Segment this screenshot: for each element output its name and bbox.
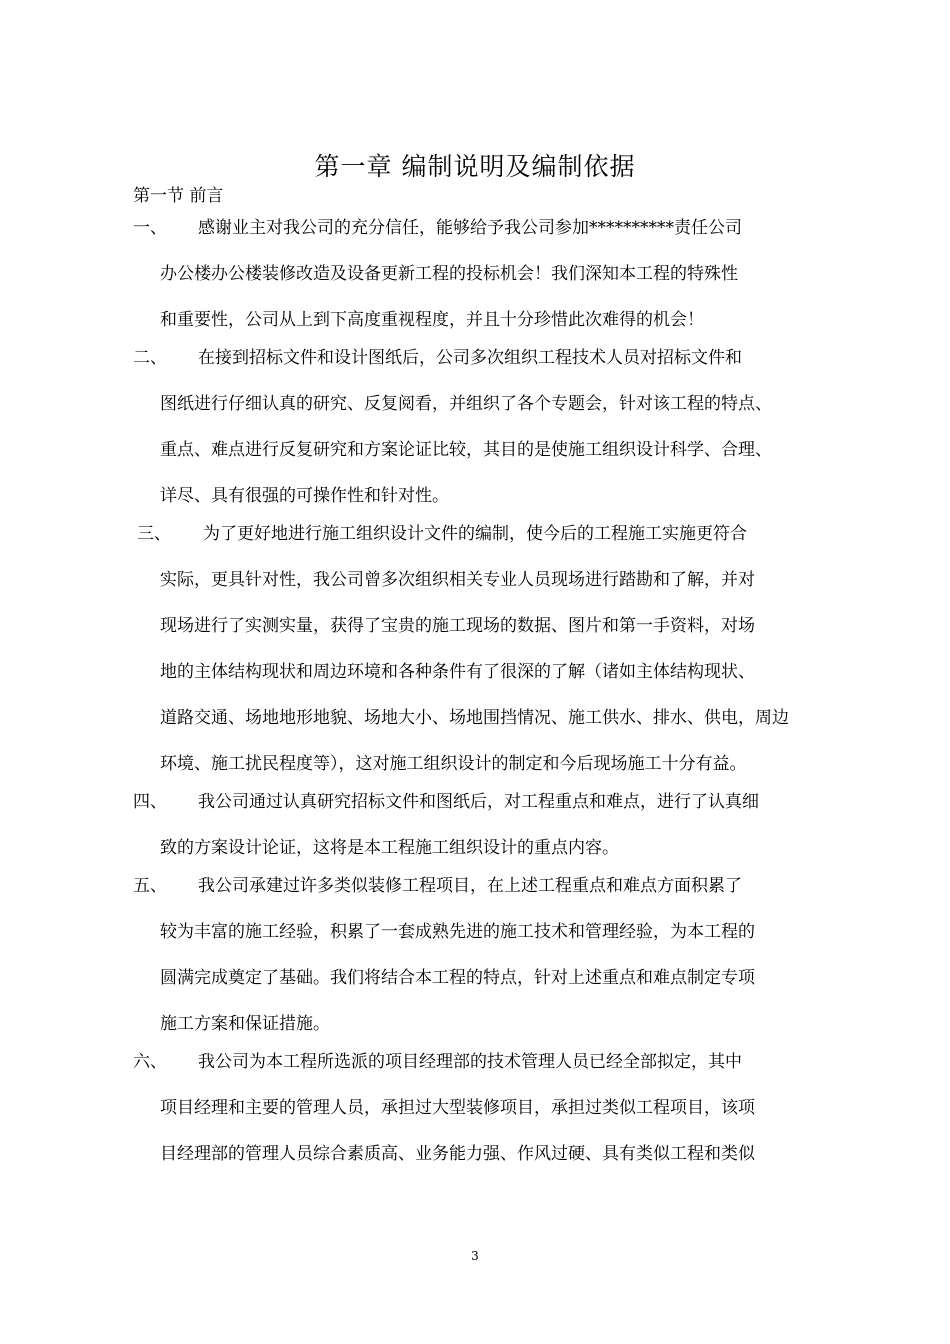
paragraph-marker: 一、 — [133, 218, 167, 238]
paragraph-marker: 二、 — [133, 348, 167, 368]
paragraph-line: 实际，更具针对性，我公司曾多次组织相关专业人员现场进行踏勘和了解，并对 — [160, 570, 755, 590]
paragraph-line: 图纸进行仔细认真的研究、反复阅看，并组织了各个专题会，针对该工程的特点、 — [160, 394, 772, 414]
paragraph-line: 我公司为本工程所选派的项目经理部的技术管理人员已经全部拟定，其中 — [198, 1052, 742, 1072]
paragraph-line: 项目经理和主要的管理人员，承担过大型装修项目，承担过类似工程项目，该项 — [160, 1098, 755, 1118]
paragraph-line: 圆满完成奠定了基础。我们将结合本工程的特点，针对上述重点和难点制定专项 — [160, 968, 755, 988]
paragraph-line: 在接到招标文件和设计图纸后，公司多次组织工程技术人员对招标文件和 — [198, 348, 742, 368]
paragraph-line: 较为丰富的施工经验，积累了一套成熟先进的施工技术和管理经验，为本工程的 — [160, 922, 755, 942]
paragraph-line: 和重要性，公司从上到下高度重视程度，并且十分珍惜此次难得的机会！ — [160, 310, 704, 330]
paragraph-line: 为了更好地进行施工组织设计文件的编制，使今后的工程施工实施更符合 — [203, 524, 747, 544]
paragraph-line: 致的方案设计论证，这将是本工程施工组织设计的重点内容。 — [160, 838, 619, 858]
paragraph-line: 现场进行了实测实量，获得了宝贵的施工现场的数据、图片和第一手资料，对场 — [160, 616, 755, 636]
paragraph-line: 地的主体结构现状和周边环境和各种条件有了很深的了解（诸如主体结构现状、 — [160, 662, 755, 682]
chapter-title: 第一章 编制说明及编制依据 — [314, 152, 636, 181]
section-title: 第一节 前言 — [133, 186, 224, 206]
paragraph-line: 重点、难点进行反复研究和方案论证比较，其目的是使施工组织设计科学、合理、 — [160, 440, 772, 460]
paragraph-line: 施工方案和保证措施。 — [160, 1014, 330, 1034]
paragraph-line: 环境、施工扰民程度等），这对施工组织设计的制定和今后现场施工十分有益。 — [160, 754, 747, 774]
paragraph-line: 目经理部的管理人员综合素质高、业务能力强、作风过硬、具有类似工程和类似 — [160, 1144, 755, 1164]
paragraph-marker: 六、 — [133, 1052, 167, 1072]
paragraph-marker: 五、 — [133, 876, 167, 896]
paragraph-line: 我公司承建过许多类似装修工程项目，在上述工程重点和难点方面积累了 — [198, 876, 742, 896]
page-number: 3 — [471, 1249, 479, 1263]
paragraph-line: 道路交通、场地地形地貌、场地大小、场地围挡情况、施工供水、排水、供电，周边 — [160, 708, 789, 728]
paragraph-line: 办公楼办公楼装修改造及设备更新工程的投标机会！我们深知本工程的特殊性 — [160, 264, 738, 284]
paragraph-line: 感谢业主对我公司的充分信任，能够给予我公司参加**********责任公司 — [198, 218, 742, 238]
paragraph-line: 详尽、具有很强的可操作性和针对性。 — [160, 486, 449, 506]
paragraph-marker: 四、 — [133, 792, 167, 812]
paragraph-line: 我公司通过认真研究招标文件和图纸后，对工程重点和难点，进行了认真细 — [198, 792, 759, 812]
paragraph-marker: 三、 — [137, 524, 171, 544]
